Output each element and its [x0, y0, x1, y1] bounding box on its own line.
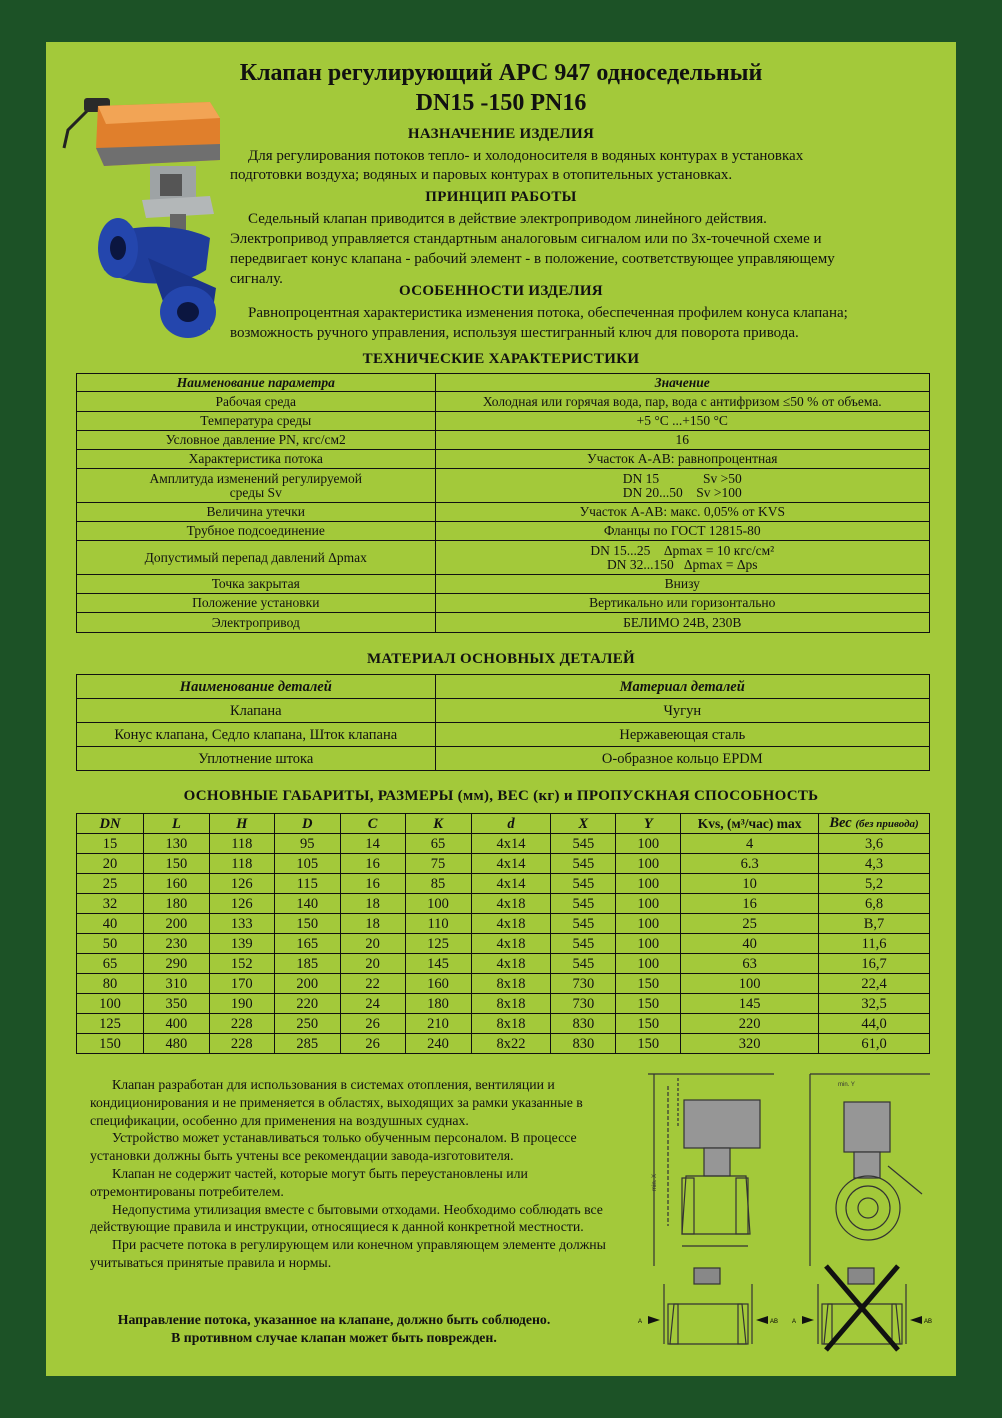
dim-cell-d: 140	[274, 894, 340, 914]
drawing-front-view	[796, 1066, 936, 1276]
dim-cell-h: 126	[209, 894, 274, 914]
dim-cell-d: 185	[274, 954, 340, 974]
dim-cell-d: 115	[274, 874, 340, 894]
dim-cell-kvs: 40	[681, 934, 819, 954]
dim-cell-weight: 16,7	[819, 954, 930, 974]
dim-col-kvs: Kvs, (м³/час) max	[681, 814, 819, 834]
flow-out-arrow	[756, 1316, 768, 1324]
dim-cell-bolts: 4x18	[471, 954, 551, 974]
dim-cell-h: 228	[209, 1014, 274, 1034]
spec-value: 16	[435, 431, 929, 450]
material-part: Конус клапана, Седло клапана, Шток клапана	[77, 723, 436, 747]
spec-param-line: Амплитуда изменений регулируемой	[149, 470, 363, 486]
dim-cell-y: 100	[616, 914, 681, 934]
spec-value: Внизу	[435, 575, 929, 594]
principle-line-2: Электропривод управляется стандартным аналоговым сигналом или по 3х-точечной схеме и	[230, 231, 822, 247]
dim-cell-d: 105	[274, 854, 340, 874]
spec-value	[435, 469, 929, 503]
spec-value-line: DN 15 Sv >50	[622, 470, 742, 486]
flow-correct-a-label: A	[638, 1319, 643, 1325]
specs-table	[76, 373, 930, 633]
dim-cell-bolts: 8x18	[471, 994, 551, 1014]
flow-incorrect-a-label: A	[792, 1319, 797, 1325]
dim-cell-dn: 32	[77, 894, 144, 914]
dim-cell-c: 24	[340, 994, 405, 1014]
dim-cell-y: 150	[616, 974, 681, 994]
dim-cell-bolts: 4x18	[471, 934, 551, 954]
dim-cell-y: 100	[616, 834, 681, 854]
spec-value: Вертикально или горизонтально	[435, 594, 929, 613]
dim-cell-x: 545	[551, 874, 616, 894]
dim-cell-y: 100	[616, 854, 681, 874]
dim-cell-h: 139	[209, 934, 274, 954]
dim-cell-kvs: 145	[681, 994, 819, 1014]
spec-param: Величина утечки	[77, 503, 436, 522]
dim-cell-kvs: 100	[681, 974, 819, 994]
dim-cell-h: 170	[209, 974, 274, 994]
dim-cell-weight: 44,0	[819, 1014, 930, 1034]
dim-col-k: K	[405, 814, 471, 834]
dim-cell-x: 730	[551, 974, 616, 994]
flow-correct-ab-label: AB	[770, 1319, 779, 1325]
dim-cell-c: 22	[340, 974, 405, 994]
dim-cell-kvs: 320	[681, 1034, 819, 1054]
spec-value: Участок А-АВ: макс. 0,05% от KVS	[435, 503, 929, 522]
dim-cell-weight: 32,5	[819, 994, 930, 1014]
dim-cell-dn: 40	[77, 914, 144, 934]
material-part: Клапана	[77, 699, 436, 723]
dim-row	[77, 914, 930, 934]
dim-row	[77, 954, 930, 974]
dim-row	[77, 934, 930, 954]
dimensions-heading: ОСНОВНЫЕ ГАБАРИТЫ, РАЗМЕРЫ (мм), ВЕС (кг) и ПРОПУСКНАЯ СПОСОБНОСТЬ	[183, 788, 819, 804]
dim-cell-weight: 22,4	[819, 974, 930, 994]
spec-param: Точка закрытая	[77, 575, 436, 594]
dim-cell-d: 95	[274, 834, 340, 854]
dim-col-h: H	[209, 814, 274, 834]
materials-col-material: Материал деталей	[435, 675, 929, 699]
dim-cell-bolts: 4x14	[471, 834, 551, 854]
dim-cell-c: 16	[340, 854, 405, 874]
principle-heading: ПРИНЦИП РАБОТЫ	[425, 189, 577, 205]
dim-row	[77, 854, 930, 874]
dim-cell-bolts: 4x18	[471, 894, 551, 914]
dim-cell-l: 200	[143, 914, 209, 934]
dim-cell-weight: 6,8	[819, 894, 930, 914]
title-line-2: DN15 -150 PN16	[415, 90, 587, 116]
spec-param: Положение установки	[77, 594, 436, 613]
dim-cell-dn: 15	[77, 834, 144, 854]
dim-cell-bolts: 8x18	[471, 974, 551, 994]
front-view-min-y-label: min. Y	[838, 1082, 855, 1088]
dim-cell-dn: 65	[77, 954, 144, 974]
dim-col-d: D	[274, 814, 340, 834]
flow-incorrect-diagram	[790, 1264, 940, 1354]
dim-cell-c: 20	[340, 934, 405, 954]
spec-param	[77, 469, 436, 503]
spec-param: Температура среды	[77, 412, 436, 431]
dim-cell-l: 350	[143, 994, 209, 1014]
dim-cell-dn: 20	[77, 854, 144, 874]
dim-cell-bolts: 8x22	[471, 1034, 551, 1054]
principle-line-4: сигналу.	[230, 271, 283, 287]
dim-row	[77, 834, 930, 854]
material-part: Уплотнение штока	[77, 747, 436, 771]
flow-in-arrow	[648, 1316, 660, 1324]
specs-col-param: Наименование параметра	[77, 374, 436, 392]
dim-cell-dn: 25	[77, 874, 144, 894]
dim-cell-l: 400	[143, 1014, 209, 1034]
dim-col-y: Y	[616, 814, 681, 834]
features-line-1: Равнопроцентная характеристика изменения потока, обеспеченная профилем конуса клапана;	[248, 305, 848, 321]
note-paragraph: Недопустима утилизация вместе с бытовыми отходами. Необходимо соблюдать все действующие правила и инструкции, относящиеся к данной конкретной местности.	[90, 1201, 603, 1235]
features-heading: ОСОБЕННОСТИ ИЗДЕЛИЯ	[399, 283, 603, 299]
spec-value: Участок А-АВ: равнопроцентная	[435, 450, 929, 469]
dim-row	[77, 1034, 930, 1054]
dim-cell-bolts: 4x14	[471, 874, 551, 894]
spec-value: БЕЛИМО 24В, 230В	[435, 613, 929, 633]
warning-line-1: Направление потока, указанное на клапане, должно быть соблюдено.	[117, 1312, 551, 1327]
dim-cell-k: 110	[405, 914, 471, 934]
dim-cell-x: 545	[551, 854, 616, 874]
material-value: Нержавеющая сталь	[435, 723, 929, 747]
dim-cell-c: 26	[340, 1034, 405, 1054]
dim-cell-l: 150	[143, 854, 209, 874]
dimensions-table	[76, 813, 930, 1054]
note-paragraph: Клапан разработан для использования в системах отопления, вентиляции и кондиционирования и не применяется в областях, выходящих за рамки указанные в спецификации, особенно для применения на воздушных суднах.	[90, 1077, 583, 1128]
dim-cell-d: 220	[274, 994, 340, 1014]
dim-cell-c: 18	[340, 894, 405, 914]
dim-cell-d: 165	[274, 934, 340, 954]
materials-table	[76, 674, 930, 771]
dim-cell-l: 290	[143, 954, 209, 974]
dim-cell-y: 150	[616, 994, 681, 1014]
dim-cell-k: 145	[405, 954, 471, 974]
spec-value-line: DN 20...50 Sv >100	[622, 484, 742, 500]
dim-cell-y: 100	[616, 874, 681, 894]
dim-cell-kvs: 220	[681, 1014, 819, 1034]
spec-param-line: среды Sv	[229, 484, 282, 500]
dim-cell-x: 545	[551, 934, 616, 954]
notes-block	[90, 1076, 620, 1272]
dim-cell-k: 100	[405, 894, 471, 914]
dim-cell-h: 190	[209, 994, 274, 1014]
features-line-2: возможность ручного управления, используя шестигранный ключ для поворота привода.	[230, 325, 799, 341]
dim-cell-l: 480	[143, 1034, 209, 1054]
dim-cell-x: 730	[551, 994, 616, 1014]
dim-cell-c: 20	[340, 954, 405, 974]
dim-cell-dn: 125	[77, 1014, 144, 1034]
dim-cell-x: 545	[551, 894, 616, 914]
spec-param: Трубное подсоединение	[77, 522, 436, 541]
dim-cell-h: 228	[209, 1034, 274, 1054]
flow-out-arrow	[910, 1316, 922, 1324]
dim-cell-k: 210	[405, 1014, 471, 1034]
dim-cell-x: 830	[551, 1014, 616, 1034]
spec-value: Фланцы по ГОСТ 12815-80	[435, 522, 929, 541]
dim-cell-l: 130	[143, 834, 209, 854]
spec-value: +5 °С ...+150 °С	[435, 412, 929, 431]
dim-cell-k: 160	[405, 974, 471, 994]
dim-cell-weight: 5,2	[819, 874, 930, 894]
dim-cell-l: 230	[143, 934, 209, 954]
principle-line-1: Седельный клапан приводится в действие электроприводом линейного действия.	[248, 211, 767, 227]
material-value: Чугун	[435, 699, 929, 723]
drawing-side-view	[642, 1066, 780, 1276]
title-line-1: Клапан регулирующий АРС 947 односедельный	[239, 60, 763, 86]
warning-line-2: В противном случае клапан может быть поврежден.	[171, 1330, 497, 1345]
dim-col-l: L	[143, 814, 209, 834]
dim-cell-y: 100	[616, 894, 681, 914]
dim-cell-k: 75	[405, 854, 471, 874]
spec-value: Холодная или горячая вода, пар, вода с антифризом ≤50 % от объема.	[435, 392, 929, 412]
dim-cell-k: 240	[405, 1034, 471, 1054]
dim-cell-dn: 150	[77, 1034, 144, 1054]
dim-cell-dn: 100	[77, 994, 144, 1014]
dim-col-weight	[819, 814, 930, 834]
dim-cell-h: 152	[209, 954, 274, 974]
purpose-line-1: Для регулирования потоков тепло- и холодоносителя в водяных контурах в установках	[248, 148, 804, 164]
dim-row	[77, 874, 930, 894]
dim-cell-weight: 61,0	[819, 1034, 930, 1054]
dim-cell-y: 100	[616, 954, 681, 974]
dim-cell-x: 830	[551, 1034, 616, 1054]
material-value: О-образное кольцо EPDM	[435, 747, 929, 771]
dim-cell-l: 310	[143, 974, 209, 994]
dim-cell-y: 150	[616, 1014, 681, 1034]
flow-in-arrow	[802, 1316, 814, 1324]
dim-cell-h: 133	[209, 914, 274, 934]
spec-param: Электропривод	[77, 613, 436, 633]
dim-cell-bolts: 4x14	[471, 854, 551, 874]
note-paragraph: Устройство может устанавливаться только обученным персоналом. В процессе установки должны быть учтены все рекомендации завода-изготовителя.	[90, 1130, 577, 1164]
dim-cell-bolts: 4x18	[471, 914, 551, 934]
dim-cell-d: 250	[274, 1014, 340, 1034]
dim-cell-k: 125	[405, 934, 471, 954]
dim-cell-kvs: 16	[681, 894, 819, 914]
dim-cell-y: 150	[616, 1034, 681, 1054]
dim-cell-weight: В,7	[819, 914, 930, 934]
flow-correct-diagram	[636, 1264, 786, 1354]
dim-cell-c: 18	[340, 914, 405, 934]
dim-col-x: X	[551, 814, 616, 834]
purpose-line-2: подготовки воздуха; водяных и паровых контурах в отопительных установках.	[230, 167, 733, 183]
flow-incorrect-ab-label: AB	[924, 1319, 933, 1325]
dim-cell-h: 118	[209, 834, 274, 854]
spec-value-line: DN 15...25 Δpmax = 10 кгс/см²	[590, 542, 775, 558]
note-paragraph: Клапан не содержит частей, которые могут быть переустановлены или отремонтированы потребителем.	[90, 1165, 528, 1199]
dim-cell-l: 160	[143, 874, 209, 894]
dim-cell-c: 26	[340, 1014, 405, 1034]
specs-col-value: Значение	[435, 374, 929, 392]
dim-cell-x: 545	[551, 954, 616, 974]
dim-cell-kvs: 25	[681, 914, 819, 934]
spec-value	[435, 541, 929, 575]
spec-param: Характеристика потока	[77, 450, 436, 469]
dim-cell-d: 150	[274, 914, 340, 934]
dim-row	[77, 1014, 930, 1034]
specs-heading: ТЕХНИЧЕСКИЕ ХАРАКТЕРИСТИКИ	[362, 351, 640, 367]
dim-col-c: C	[340, 814, 405, 834]
dim-cell-x: 545	[551, 914, 616, 934]
dim-row	[77, 894, 930, 914]
dim-cell-dn: 50	[77, 934, 144, 954]
dim-col-weight-label: Вес	[829, 815, 852, 831]
dim-col-weight-note: (без привода)	[855, 818, 919, 830]
dim-cell-d: 285	[274, 1034, 340, 1054]
dim-cell-h: 126	[209, 874, 274, 894]
spec-param: Рабочая среда	[77, 392, 436, 412]
dim-col-bolts: d	[471, 814, 551, 834]
dim-cell-weight: 11,6	[819, 934, 930, 954]
dim-cell-k: 65	[405, 834, 471, 854]
dim-cell-bolts: 8x18	[471, 1014, 551, 1034]
dim-cell-l: 180	[143, 894, 209, 914]
spec-param: Допустимый перепад давлений Δpmax	[77, 541, 436, 575]
dim-cell-kvs: 10	[681, 874, 819, 894]
dim-row	[77, 994, 930, 1014]
dim-cell-c: 16	[340, 874, 405, 894]
purpose-heading: НАЗНАЧЕНИЕ ИЗДЕЛИЯ	[407, 126, 595, 142]
side-view-min-x-label: min. X	[652, 1173, 658, 1191]
spec-param: Условное давление PN, кгс/см2	[77, 431, 436, 450]
dim-cell-c: 14	[340, 834, 405, 854]
principle-line-3: передвигает конус клапана - рабочий элемент - в положение, соответствующее управляющему	[230, 251, 835, 267]
dim-cell-kvs: 63	[681, 954, 819, 974]
dim-cell-kvs: 6.3	[681, 854, 819, 874]
dim-cell-weight: 4,3	[819, 854, 930, 874]
dim-cell-kvs: 4	[681, 834, 819, 854]
spec-value-line: DN 32...150 Δpmax = Δps	[606, 556, 758, 572]
dim-cell-d: 200	[274, 974, 340, 994]
materials-col-part: Наименование деталей	[77, 675, 436, 699]
dim-col-dn: DN	[77, 814, 144, 834]
dim-cell-h: 118	[209, 854, 274, 874]
dim-cell-dn: 80	[77, 974, 144, 994]
dim-row	[77, 974, 930, 994]
dim-cell-x: 545	[551, 834, 616, 854]
dim-cell-k: 85	[405, 874, 471, 894]
materials-heading: МАТЕРИАЛ ОСНОВНЫХ ДЕТАЛЕЙ	[366, 651, 636, 667]
dim-cell-k: 180	[405, 994, 471, 1014]
note-paragraph: При расчете потока в регулирующем или конечном управляющем элементе должны учитываться принятые правила и нормы.	[90, 1237, 606, 1270]
dim-cell-weight: 3,6	[819, 834, 930, 854]
dim-cell-y: 100	[616, 934, 681, 954]
